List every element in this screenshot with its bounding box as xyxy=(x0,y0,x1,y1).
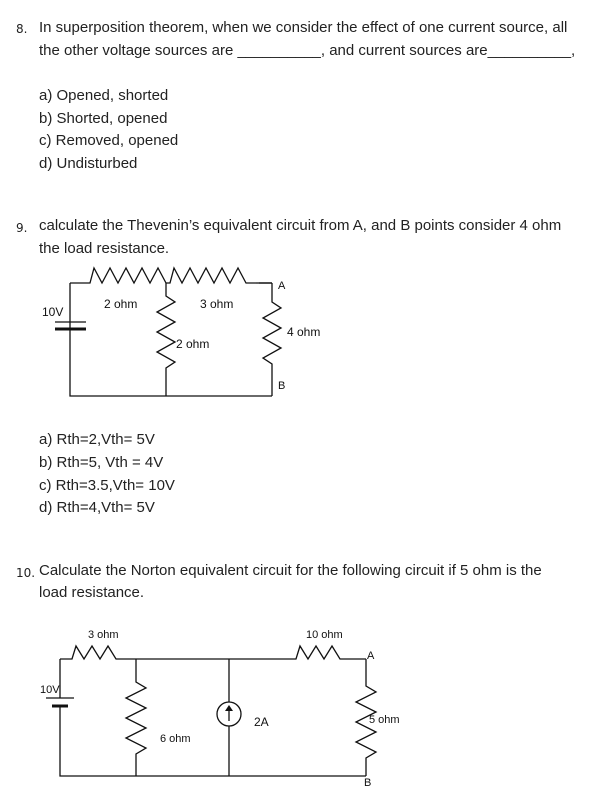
question-text-line1: In superposition theorem, when we consider the effect of one current source, all xyxy=(39,19,568,36)
resistor-label: 2 ohm xyxy=(176,337,210,351)
load-label: 5 ohm xyxy=(369,714,400,726)
resistor-label: 3 ohm xyxy=(200,297,234,311)
source-label: 10V xyxy=(40,684,60,696)
option-c: c) Removed, opened xyxy=(39,132,179,149)
resistor-label: 2 ohm xyxy=(104,297,138,311)
option-b: b) Rth=5, Vth = 4V xyxy=(39,454,164,471)
option-b: b) Shorted, opened xyxy=(39,110,168,127)
question-text-line2: the load resistance. xyxy=(39,240,170,257)
option-a: a) Rth=2,Vth= 5V xyxy=(39,431,155,448)
option-c: c) Rth=3.5,Vth= 10V xyxy=(39,477,175,494)
question-text-line1: Calculate the Norton equivalent circuit for the following circuit if 5 ohm is the xyxy=(39,562,542,579)
resistor-label: 10 ohm xyxy=(306,629,343,641)
node-b-label: B xyxy=(278,380,286,392)
node-b-label: B xyxy=(364,777,372,789)
resistor-label: 3 ohm xyxy=(88,629,119,641)
resistor-label: 6 ohm xyxy=(160,733,191,745)
question-number: 10. xyxy=(16,566,36,580)
question-number: 8. xyxy=(16,22,28,36)
question-text-line1: calculate the Thevenin’s equivalent circuit from A, and B points consider 4 ohm xyxy=(39,217,562,234)
option-d: d) Undisturbed xyxy=(39,155,138,172)
load-label: 4 ohm xyxy=(287,325,321,339)
question-number: 9. xyxy=(16,221,28,235)
node-a-label: A xyxy=(278,280,286,292)
node-a-label: A xyxy=(367,650,375,662)
question-text-line2: load resistance. xyxy=(39,584,145,601)
source-label: 10V xyxy=(42,305,64,319)
option-d: d) Rth=4,Vth= 5V xyxy=(39,499,155,516)
question-text-line2: the other voltage sources are __________, and current sources are__________, xyxy=(39,42,576,59)
option-a: a) Opened, shorted xyxy=(39,87,169,104)
current-source-label: 2A xyxy=(254,715,269,729)
